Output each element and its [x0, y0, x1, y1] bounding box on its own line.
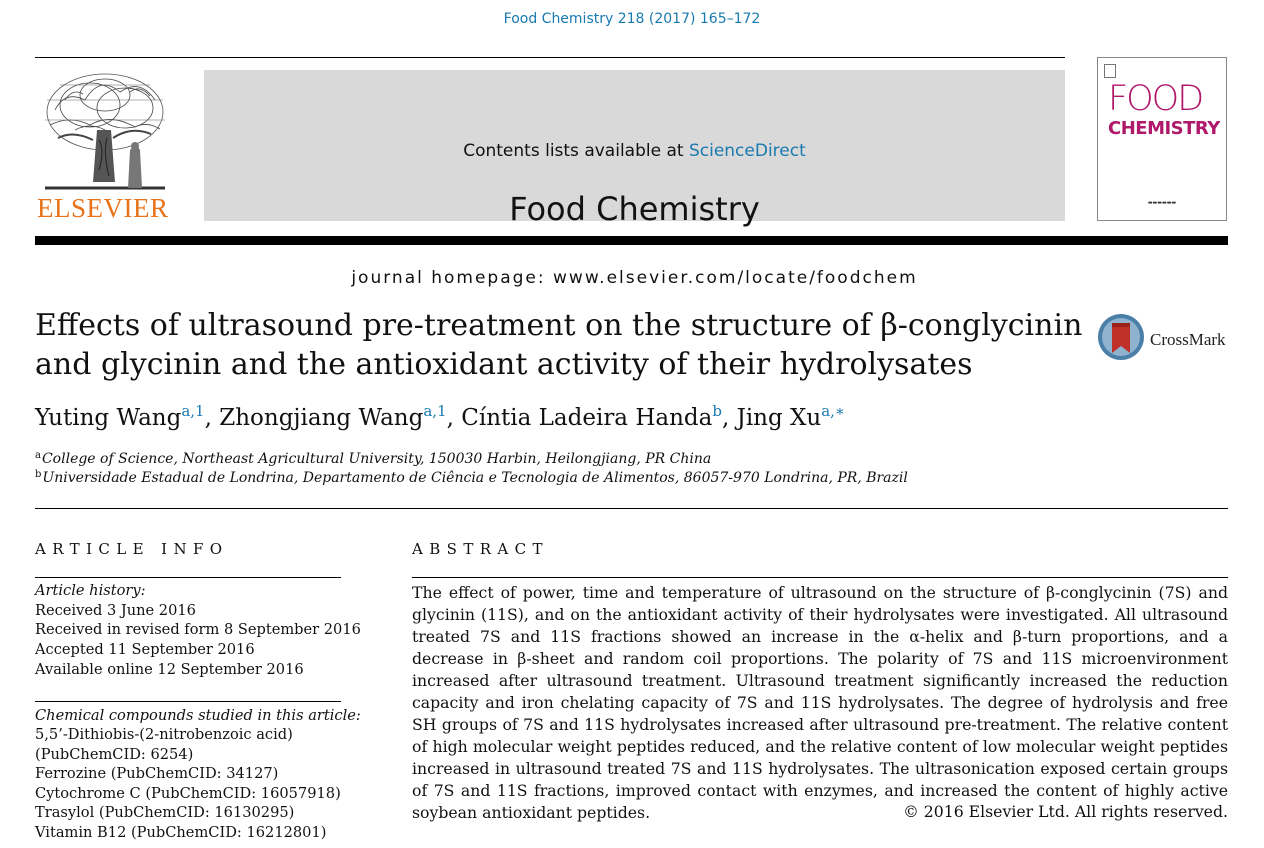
section-divider — [35, 508, 1228, 509]
contents-prefix: Contents lists available at — [463, 141, 689, 161]
compound-item: (PubChemCID: 6254) — [35, 746, 194, 763]
journal-homepage-link[interactable]: journal homepage: www.elsevier.com/locate/foodchem — [351, 268, 918, 288]
header-thick-rule — [35, 236, 1228, 245]
cover-publisher-icon — [1104, 64, 1116, 78]
cover-title-line1: FOOD — [1108, 79, 1203, 119]
article-info-rule — [35, 701, 341, 702]
history-item: Received in revised form 8 September 2016 — [35, 621, 361, 638]
crossmark-badge[interactable] — [1097, 313, 1237, 363]
history-item: Received 3 June 2016 — [35, 602, 196, 619]
journal-banner — [204, 70, 1065, 288]
affiliation-key: a — [35, 450, 41, 461]
crossmark-icon — [1097, 313, 1145, 361]
sciencedirect-link[interactable]: ScienceDirect — [688, 141, 806, 161]
author-affiliation-mark[interactable]: a,1 — [423, 402, 447, 420]
journal-title: Food Chemistry — [509, 190, 760, 228]
affiliation-text: Universidade Estadual de Londrina, Departamento de Ciência e Tecnologia de Alimentos, 86057-970 Londrina, PR, Brazil — [42, 470, 908, 486]
history-item: Accepted 11 September 2016 — [35, 641, 255, 658]
history-label: Article history: — [35, 582, 146, 599]
affiliation-key: b — [35, 469, 42, 480]
cover-footer-mark: ▬▬▬▬▬▬ — [1147, 200, 1177, 206]
cover-title-line2: CHEMISTRY — [1108, 118, 1220, 139]
elsevier-tree-icon — [35, 70, 175, 195]
elsevier-logo[interactable] — [35, 70, 175, 222]
crossmark-label: CrossMark — [1150, 330, 1226, 349]
abstract-body: The effect of power, time and temperature of ultrasound on the structure of β-conglycinin (7S) and glycinin (11S), and on the antioxidant activity of their hydrolysates were investigated. All ultrasound treated 7S and 11S fractions showed an increase in the α-helix and β-turn proportions, and a decrease in β-sheet and random coil proportions. The polarity of 7S and 11S microenvironment increased after ultrasound treatment. Ultrasound treatment significantly increased the reduction capacity and iron chelating capacity of 7S and 11S hydrolysates. The degree of hydrolysis and free SH groups of 7S and 11S hydrolysates increased after ultrasound pre-treatment. The relative content of high molecular weight peptides reduced, and the relative content of low molecular weight peptides increased in ultrasound treated 7S and 11S hydrolysates. The ultrasonication exposed certain groups of 7S and 11S fractions, improved contact with enzymes, and increased the content of highly active soybean antioxidant peptides. — [412, 583, 1228, 822]
article-info-heading: ARTICLE INFO — [35, 540, 229, 558]
author-name[interactable]: Yuting Wang — [35, 405, 182, 431]
affiliation-text: College of Science, Northeast Agricultural University, 150030 Harbin, Heilongjiang, PR China — [41, 451, 712, 467]
elsevier-wordmark: ELSEVIER — [37, 193, 169, 223]
compound-item: Ferrozine (PubChemCID: 34127) — [35, 765, 279, 782]
abstract-heading: ABSTRACT — [412, 540, 549, 558]
author-affiliation-mark[interactable]: a,1 — [181, 402, 205, 420]
author-list: Yuting Wang$^{a,1}$, Zhongjiang Wang$^{a,1}$, Cíntia Ladeira Handa$^b$, Jing $Xu^{a,∗}$ — [35, 402, 846, 431]
journal-citation-link[interactable]: Food Chemistry 218 (2017) 165–172 — [503, 11, 761, 27]
contents-line — [204, 141, 1065, 161]
header-top-rule — [35, 57, 1065, 58]
author-affiliation-mark[interactable]: b — [712, 402, 722, 420]
compounds-label: Chemical compounds studied in this article: — [35, 707, 361, 724]
article-title: Effects of ultrasound pre-treatment on the structure of β-conglycinin and glycinin and the antioxidant activity of their hydrolysates — [35, 308, 1083, 382]
author-affiliation-mark[interactable]: a,∗ — [821, 402, 846, 420]
abstract-rule — [412, 577, 1228, 578]
copyright-notice: © 2016 Elsevier Ltd. All rights reserved. — [903, 802, 1228, 821]
journal-cover-thumbnail[interactable] — [1097, 57, 1227, 221]
compound-item: Vitamin B12 (PubChemCID: 16212801) — [35, 824, 327, 841]
compound-item: Cytochrome C (PubChemCID: 16057918) — [35, 785, 341, 802]
affiliation-b — [35, 469, 908, 486]
author-name[interactable]: Zhongjiang Wang — [219, 405, 424, 431]
author-name[interactable]: Cíntia Ladeira Handa — [461, 405, 713, 431]
author-name[interactable]: Jing Xu — [736, 405, 822, 431]
article-info-rule — [35, 577, 341, 578]
history-item: Available online 12 September 2016 — [35, 661, 304, 678]
affiliation-a — [35, 450, 711, 467]
compound-item: 5,5’-Dithiobis-(2-nitrobenzoic acid) — [35, 726, 293, 743]
compound-item: Trasylol (PubChemCID: 16130295) — [35, 804, 295, 821]
